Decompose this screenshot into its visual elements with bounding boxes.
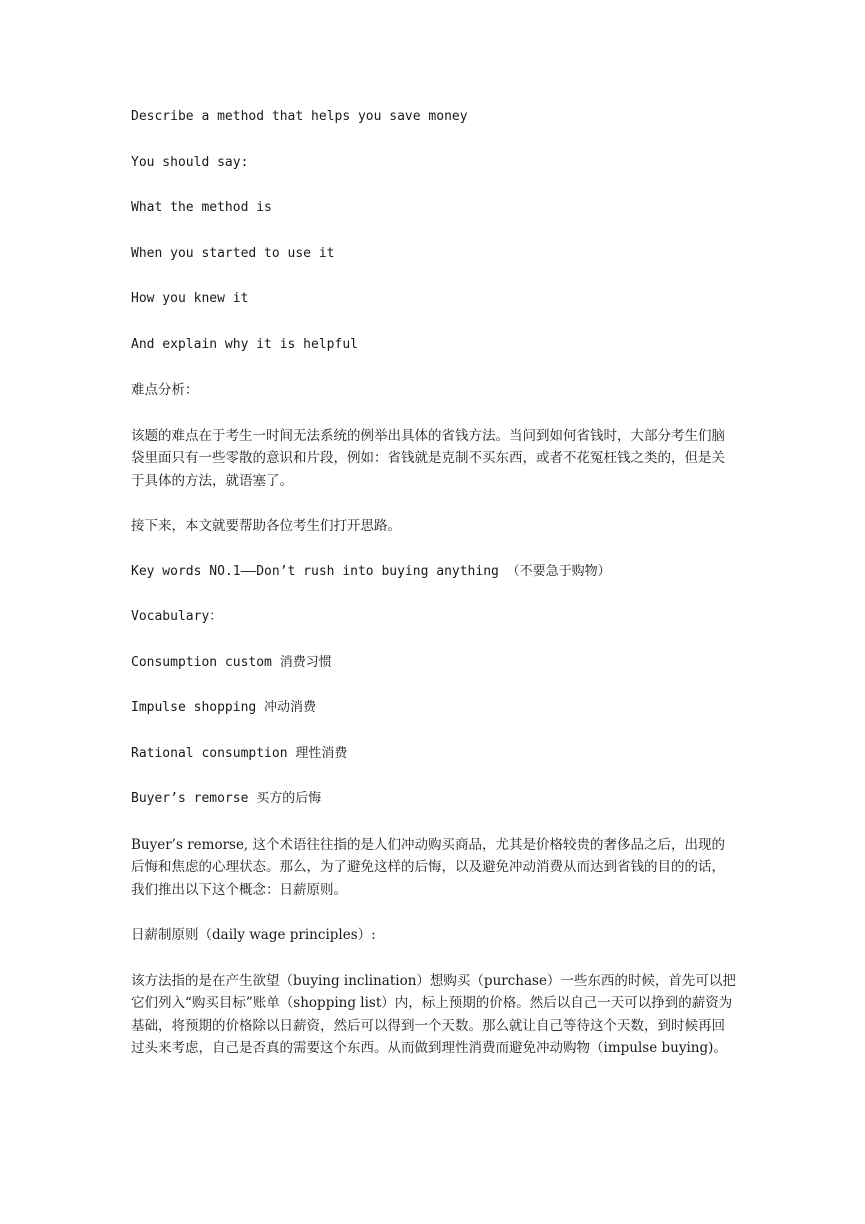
vocabulary-item: Impulse shopping 冲动消费: [131, 700, 317, 715]
principle-paragraph: 该方法指的是在产生欲望（buying inclination）想购买（purchase）一些东西的时候，首先可以把它们列入“购买目标”账单（shopping list）内，标上预期的价格。然后以自己一天可以挣到的薪资为基础，将预期的价格除以日薪资，然后可以得到一个天数。那么就让自己等待这个天数，到时候再回过头来考虑，自己是否真的需要这个东西。从而做到理性消费而避免冲动购物（impulse buying)。: [131, 972, 736, 1056]
principle-heading: 日薪制原则（daily wage principles）:: [131, 927, 376, 943]
prompt-point: What the method is: [131, 200, 272, 215]
question-title: Describe a method that helps you save money: [131, 109, 468, 124]
analysis-paragraph: 该题的难点在于考生一时间无法系统的例举出具体的省钱方法。当问到如何省钱时，大部分考生们脑袋里面只有一些零散的意识和片段，例如：省钱就是克制不买东西，或者不花冤枉钱之类的，但是关于具体的方法，就语塞了。: [131, 427, 725, 489]
prompt-point: How you knew it: [131, 291, 249, 306]
analysis-heading: 难点分析：: [131, 382, 199, 398]
prompt-point: When you started to use it: [131, 245, 335, 261]
next-paragraph: 接下来，本文就要帮助各位考生们打开思路。: [131, 518, 401, 534]
vocabulary-heading: Vocabulary：: [131, 609, 223, 624]
prompt-point: And explain why it is helpful: [131, 336, 358, 352]
prompt-intro: You should say:: [131, 154, 249, 170]
vocabulary-item: Consumption custom 消费习惯: [131, 654, 332, 670]
keyword-heading: Key words NO.1——Don’t rush into buying anything （不要急于购物）: [131, 563, 611, 579]
document-page: [131, 106, 737, 1083]
remorse-paragraph: Buyer’s remorse, 这个术语往往指的是人们冲动购买商品，尤其是价格较贵的奢侈品之后，出现的后悔和焦虑的心理状态。那么，为了避免这样的后悔，以及避免冲动消费从而达到省钱的目的的话，我们推出以下这个概念：日薪原则。: [131, 836, 726, 898]
vocabulary-item: Buyer’s remorse 买方的后悔: [131, 791, 322, 806]
vocabulary-item: Rational consumption 理性消费: [131, 745, 348, 761]
